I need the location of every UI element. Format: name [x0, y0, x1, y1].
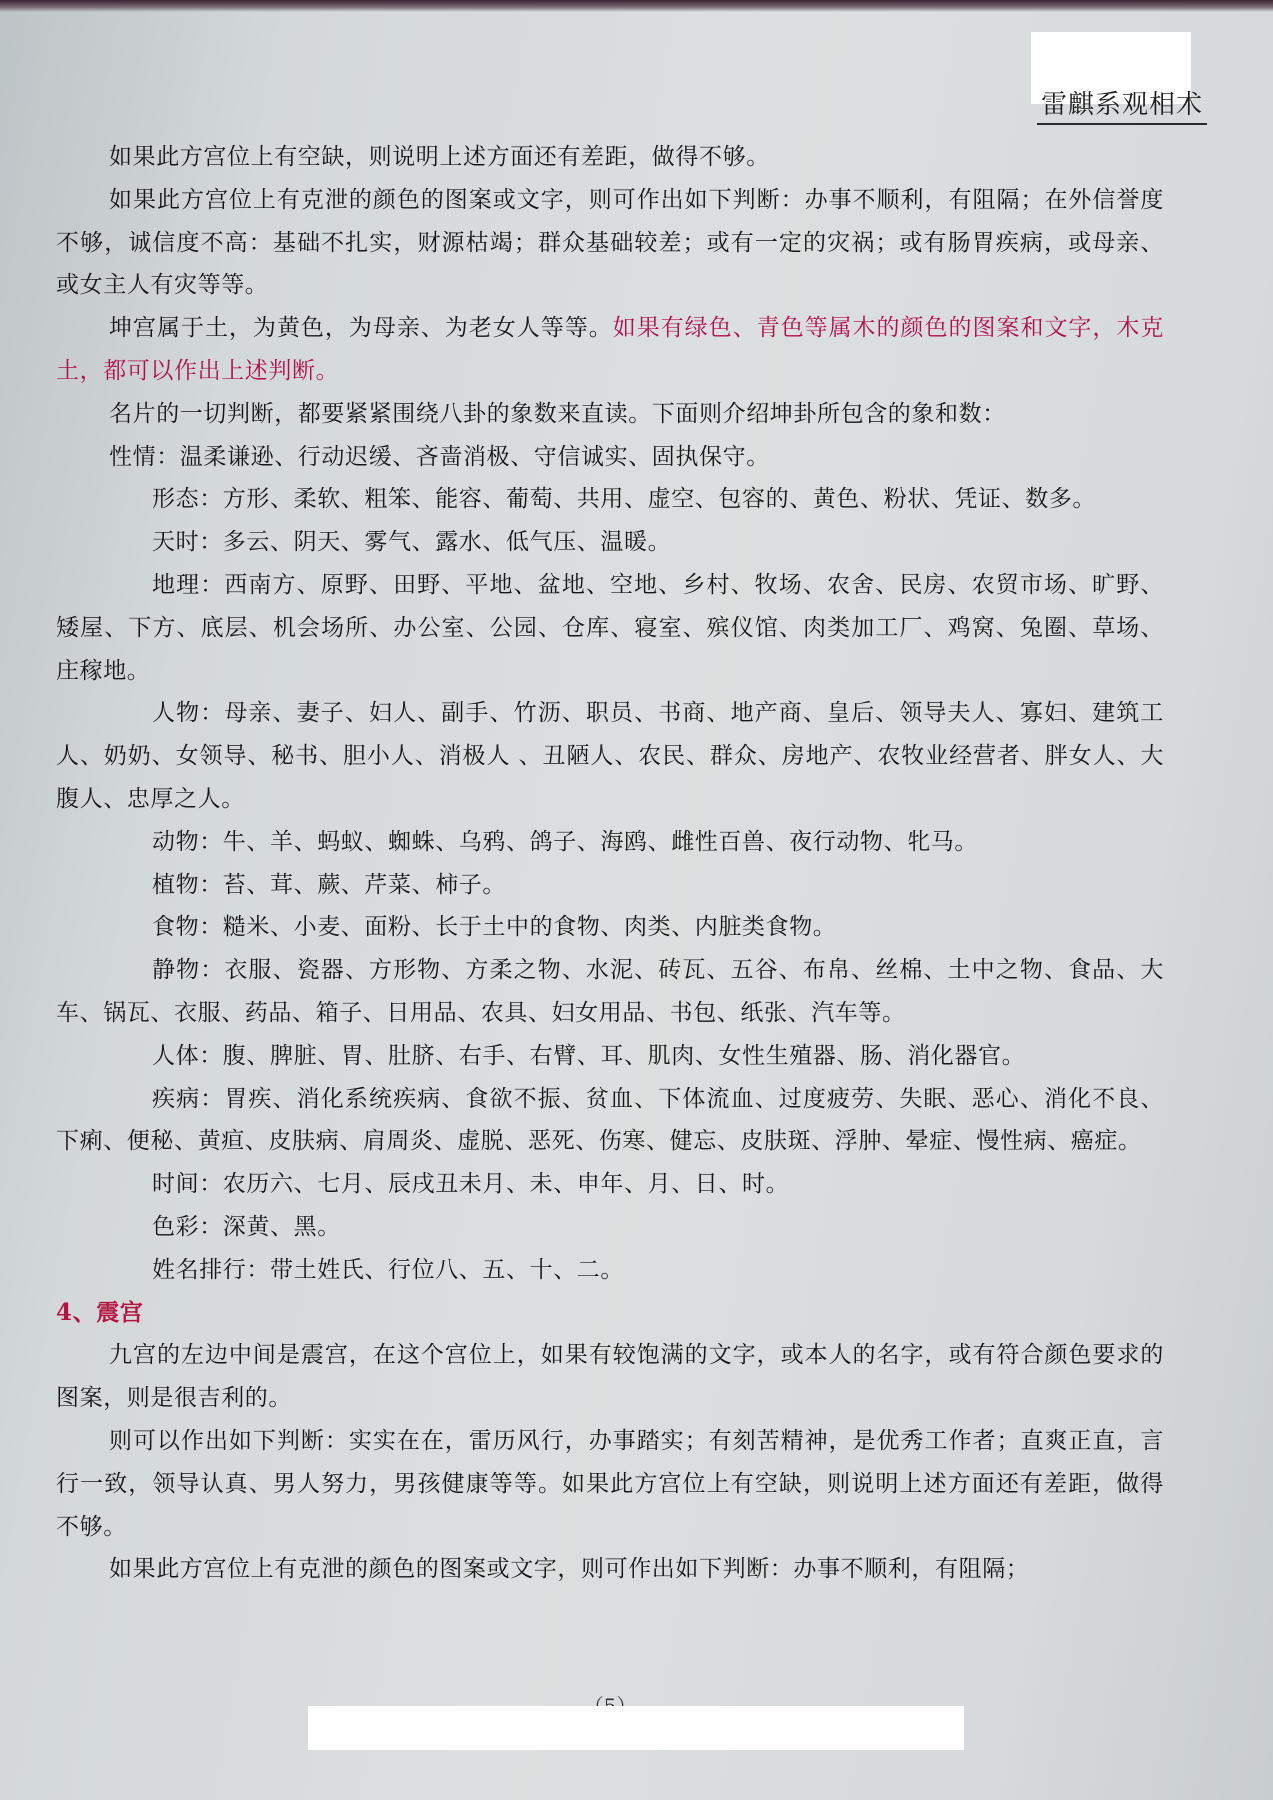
- paragraph: 则可以作出如下判断：实实在在，雷历风行，办事踏实；有刻苦精神，是优秀工作者；直爽正直，言行一致，领导认真、男人努力，男孩健康等等。如果此方宫位上有空缺，则说明上述方面还有差距，做得不够。: [56, 1427, 1164, 1540]
- attribute-line-time: 时间：农历六、七月、辰戌丑未月、未、申年、月、日、时。: [152, 1171, 790, 1198]
- paragraph: 如果此方宫位上有空缺，则说明上述方面还有差距，做得不够。: [109, 144, 770, 170]
- paragraph: 九宫的左边中间是震宫，在这个宫位上，如果有较饱满的文字，或本人的名字，或有符合颜色要求的图案，则是很吉利的。: [56, 1342, 1164, 1412]
- attribute-line-temperament: 性情：温柔谦逊、行动迟缓、吝啬消极、守信诚实、固执保守。: [109, 443, 770, 470]
- attribute-line-food: 食物：糙米、小麦、面粉、长于土中的食物、肉类、内脏类食物。: [152, 914, 837, 941]
- redaction-box-bottom: [308, 1706, 964, 1750]
- section-heading: 4、震宫: [56, 1298, 144, 1326]
- body-text: [56, 136, 1164, 1591]
- attribute-line-body: 人体：腹、脾脏、胃、肚脐、右手、右臂、耳、肌肉、女性生殖器、肠、消化器官。: [152, 1042, 1026, 1069]
- attribute-line-people: 人物：母亲、妻子、妇人、副手、竹沥、职员、书商、地产商、皇后、领导夫人、寡妇、建筑工人、奶奶、女领导、秘书、胆小人、消极人 、丑陋人、农民、群众、房地产、农牧业经营者、胖女人、大腹人、忠厚之人。: [56, 700, 1164, 812]
- paragraph: 名片的一切判断，都要紧紧围绕八卦的象数来直读。下面则介绍坤卦所包含的象和数：: [109, 400, 1006, 427]
- paragraph: 如果此方宫位上有克泄的颜色的图案或文字，则可作出如下判断：办事不顺利，有阻隔；在外信誉度不够，诚信度不高：基础不扎实，财源枯竭；群众基础较差；或有一定的灾祸；或有肠胃疾病，或母亲、或女主人有灾等等。: [56, 186, 1164, 299]
- attribute-line-geography: 地理：西南方、原野、田野、平地、盆地、空地、乡村、牧场、农舍、民房、农贸市场、旷野、矮屋、下方、底层、机会场所、办公室、公园、仓库、寝室、殡仪馆、肉类加工厂、鸡窝、兔圈、草场、庄稼地。: [56, 571, 1164, 684]
- attribute-line-animals: 动物：牛、羊、蚂蚁、蜘蛛、乌鸦、鸽子、海鸥、雌性百兽、夜行动物、牝马。: [152, 828, 978, 855]
- attribute-line-diseases: 疾病：胃疾、消化系统疾病、食欲不振、贫血、下体流血、过度疲劳、失眠、恶心、消化不良、下痢、便秘、黄疸、皮肤病、肩周炎、虚脱、恶死、伤寒、健忘、皮肤斑、浮肿、晕症、慢性病、癌症。: [56, 1085, 1164, 1155]
- paragraph-text: 坤宫属于土，为黄色，为母亲、为老女人等等。: [109, 315, 613, 342]
- attribute-line-plants: 植物：苔、茸、蕨、芹菜、柿子。: [152, 871, 506, 898]
- attribute-line-weather: 天时：多云、阴天、雾气、露水、低气压、温暖。: [152, 529, 672, 556]
- attribute-line-form: 形态：方形、柔软、粗笨、能容、葡萄、共用、虚空、包容的、黄色、粉状、凭证、数多。: [152, 486, 1096, 513]
- paragraph: [56, 307, 1164, 393]
- paragraph: 如果此方宫位上有克泄的颜色的图案或文字，则可作出如下判断：办事不顺利，有阻隔；: [109, 1556, 1030, 1583]
- attribute-line-colors: 色彩：深黄、黑。: [152, 1213, 341, 1240]
- highlighted-text: 如果有绿色、青色等属木的颜色的图案和文字，木克土，都可以作出上述判断。: [56, 315, 1164, 384]
- attribute-line-objects: 静物：衣服、瓷器、方形物、方柔之物、水泥、砖瓦、五谷、布帛、丝棉、土中之物、食品、大车、锅瓦、衣服、药品、箱子、日用品、农具、妇女用品、书包、纸张、汽车等。: [56, 957, 1164, 1026]
- page-top-shadow: [0, 0, 1273, 12]
- running-header-title: 雷麒系观相术: [1037, 84, 1207, 125]
- attribute-line-names: 姓名排行：带土姓氏、行位八、五、十、二。: [152, 1256, 624, 1283]
